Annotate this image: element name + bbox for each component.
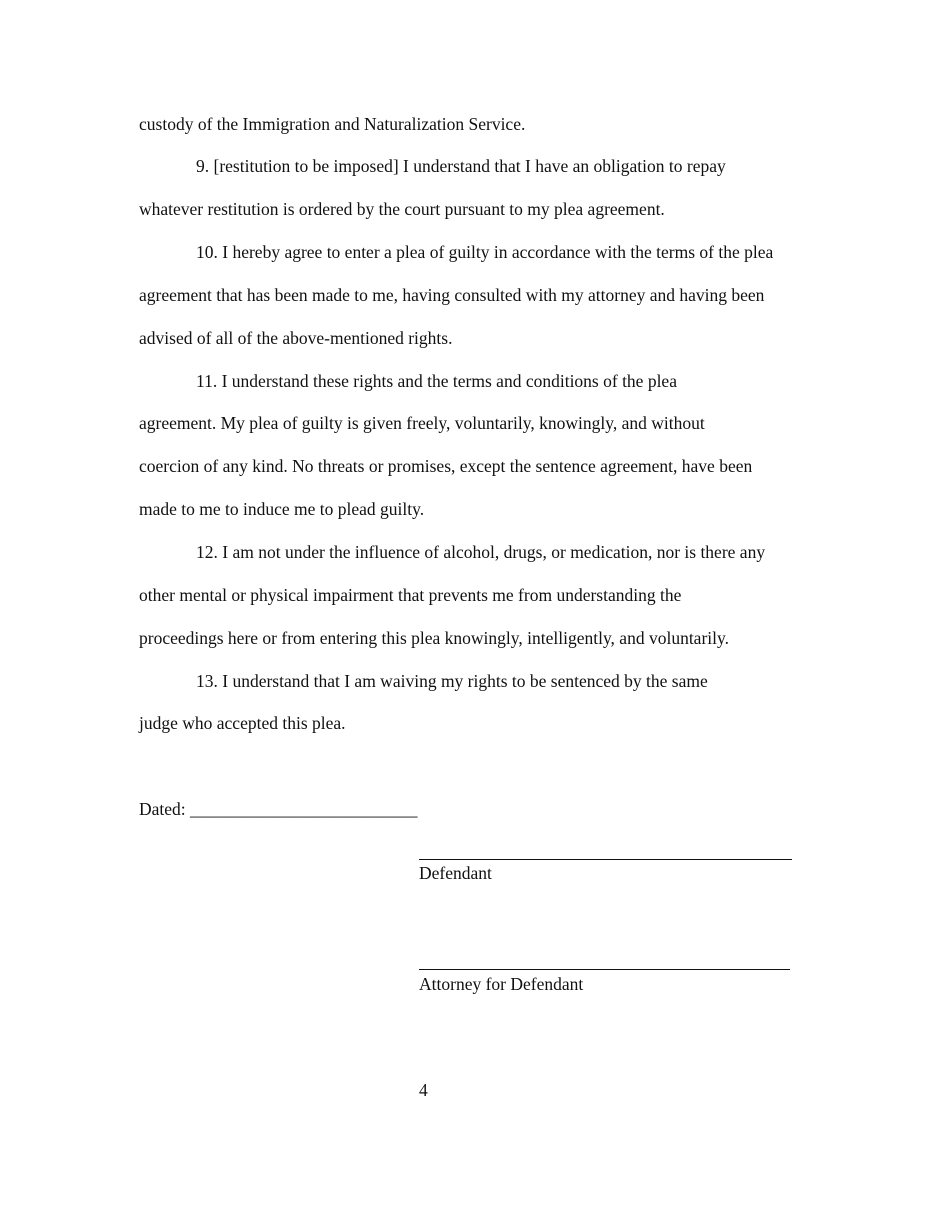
attorney-label: Attorney for Defendant (419, 974, 584, 994)
paragraph-11-line-4: made to me to induce me to plead guilty. (139, 499, 425, 519)
paragraph-9-line-2: whatever restitution is ordered by the court pursuant to my plea agreement. (139, 199, 665, 219)
paragraph-8-continuation: custody of the Immigration and Naturalization Service. (139, 114, 526, 134)
paragraph-11-line-2: agreement. My plea of guilty is given freely, voluntarily, knowingly, and without (139, 413, 705, 433)
paragraph-12-line-1: 12. I am not under the influence of alcohol, drugs, or medication, nor is there any (196, 542, 766, 562)
paragraph-10-line-1: 10. I hereby agree to enter a plea of guilty in accordance with the terms of the plea (196, 242, 774, 262)
paragraph-13-line-2: judge who accepted this plea. (139, 713, 346, 733)
page-number: 4 (419, 1080, 428, 1100)
paragraph-9-line-1: 9. [restitution to be imposed] I understand that I have an obligation to repay (196, 156, 726, 176)
defendant-label: Defendant (419, 863, 492, 883)
paragraph-10-line-3: advised of all of the above-mentioned rights. (139, 328, 453, 348)
attorney-signature-line (419, 969, 790, 970)
defendant-signature-line (419, 859, 792, 860)
paragraph-12-line-3: proceedings here or from entering this plea knowingly, intelligently, and voluntarily. (139, 628, 729, 648)
paragraph-11-line-1: 11. I understand these rights and the terms and conditions of the plea (196, 371, 677, 391)
paragraph-11-line-3: coercion of any kind. No threats or promises, except the sentence agreement, have been (139, 456, 753, 476)
dated-field: Dated: __________________________ (139, 799, 418, 819)
paragraph-12-line-2: other mental or physical impairment that prevents me from understanding the (139, 585, 682, 605)
paragraph-10-line-2: agreement that has been made to me, having consulted with my attorney and having been (139, 285, 765, 305)
paragraph-13-line-1: 13. I understand that I am waiving my rights to be sentenced by the same (196, 671, 708, 691)
